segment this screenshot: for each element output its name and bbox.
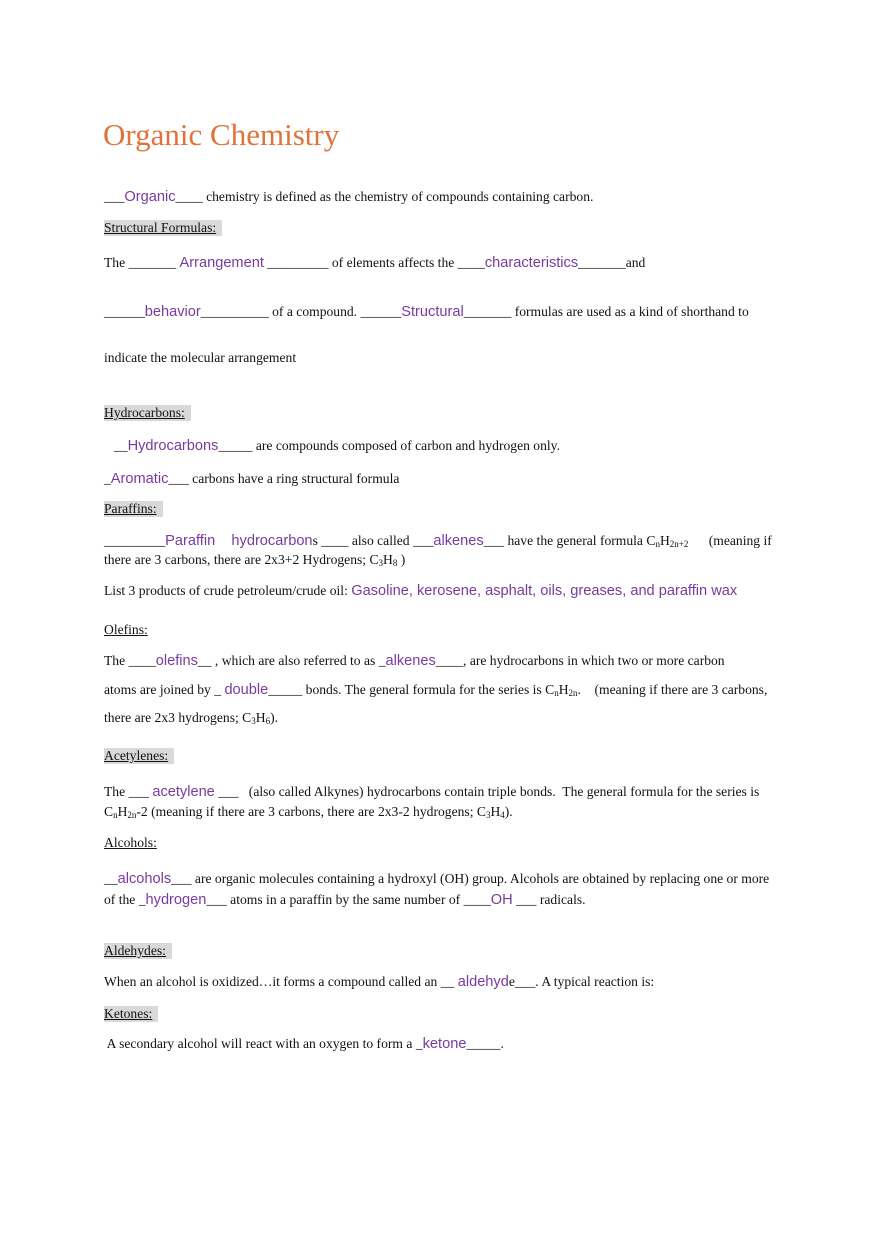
blank: ___: [104, 189, 125, 204]
alcohols-line-1: [104, 871, 769, 887]
olefins-line-3: [104, 710, 278, 726]
text: H: [659, 533, 670, 548]
answer-alkenes: alkenes: [433, 533, 484, 549]
subscript: n: [113, 810, 118, 820]
subscript: n: [655, 539, 660, 549]
answer-ketone: ketone: [422, 1036, 467, 1052]
answer-acetylene: acetylene: [152, 784, 215, 800]
subscript: 3: [485, 810, 491, 820]
paraffins-line-3: [104, 583, 737, 599]
text: atoms are joined by _: [104, 682, 225, 697]
answer-alcohols: alcohols: [117, 871, 172, 887]
text: __ , which are also referred to as _: [197, 653, 386, 668]
text: ).: [504, 804, 513, 819]
answer-structural: Structural: [401, 304, 464, 320]
text: _________ of elements affects the ____: [263, 255, 485, 270]
text: ___ are organic molecules containing a hydroxyl (OH) group. Alcohols are obtained by replacing one or more: [171, 871, 770, 886]
text: _______ formulas are used as a kind of shorthand to: [463, 304, 749, 319]
acetylenes-line-1: [104, 784, 759, 800]
heading-acetylenes: Acetylenes:: [104, 748, 174, 764]
text: ______: [104, 304, 145, 319]
text: _________: [104, 533, 166, 548]
text: __: [104, 871, 118, 886]
paraffins-line-1: [104, 533, 772, 549]
olefins-line-2: [104, 682, 767, 698]
answer-hydrocarbons: Hydrocarbons: [127, 438, 219, 454]
text: A secondary alcohol will react with an oxygen to form a _: [104, 1036, 423, 1051]
aldehydes-line-1: [104, 974, 654, 990]
text: H: [255, 710, 266, 725]
text: ___ (also called Alkynes) hydrocarbons contain triple bonds. The general formula for the series is: [214, 784, 760, 799]
heading-alcohols: Alcohols:: [104, 835, 157, 850]
text: -2 (meaning if there are 3 carbons, there are 2x3-2 hydrogens; C: [136, 804, 486, 819]
answer-arrangement: Arrangement: [179, 255, 264, 271]
answer-oh: OH: [490, 892, 513, 908]
text: _____.: [466, 1036, 504, 1051]
text: s ____ also called ___: [312, 533, 434, 548]
text: _: [104, 471, 111, 486]
answer-olefins: olefins: [155, 653, 198, 669]
subscript: n: [554, 688, 559, 698]
structural-line-2: [104, 304, 749, 320]
text: ___ atoms in a paraffin by the same number of ____: [206, 892, 491, 907]
text: ____, are hydrocarbons in which two or more carbon: [435, 653, 725, 668]
text: H: [490, 804, 501, 819]
structural-line-3: indicate the molecular arrangement: [104, 350, 297, 365]
hydrocarbons-line-2: [104, 471, 399, 487]
answer-behavior: behavior: [144, 304, 201, 320]
text: H: [558, 682, 569, 697]
answer-paraffin-hydrocarbon: Paraffin hydrocarbon: [165, 533, 313, 549]
answer-double: double: [224, 682, 269, 698]
text: ): [397, 552, 406, 567]
text: ___ radicals.: [512, 892, 586, 907]
text: e___. A typical reaction is:: [508, 974, 655, 989]
alcohols-line-2: [104, 892, 586, 908]
text: _______and: [578, 255, 646, 270]
heading-hydrocarbons: Hydrocarbons:: [104, 405, 191, 421]
answer-characteristics: characteristics: [484, 255, 579, 271]
hydrocarbons-line-1: [114, 438, 560, 454]
subscript: 3: [378, 558, 384, 568]
text: C: [104, 804, 114, 819]
subscript: 8: [392, 558, 398, 568]
intro-line: [104, 189, 593, 205]
heading-aldehydes: Aldehydes:: [104, 943, 172, 959]
text: List 3 products of crude petroleum/crude oil:: [104, 583, 352, 598]
text: The _______: [104, 255, 180, 270]
text: _____ are compounds composed of carbon and hydrogen only.: [218, 438, 560, 453]
text: The ___: [104, 784, 153, 799]
text: H: [117, 804, 128, 819]
text: __________ of a compound. ______: [200, 304, 402, 319]
subscript: 2n+2: [669, 539, 689, 549]
subscript: 6: [265, 716, 271, 726]
text: When an alcohol is oxidized…it forms a compound called an __: [104, 974, 458, 989]
text: ____ chemistry is defined as the chemistry of compounds containing carbon.: [175, 189, 594, 204]
answer-organic: Organic: [124, 189, 176, 205]
answer-aldehyde: aldehyd: [457, 974, 509, 990]
page-title: Organic Chemistry: [103, 117, 340, 152]
heading-olefins: Olefins:: [104, 622, 148, 637]
subscript: 3: [251, 716, 256, 726]
text: __: [114, 438, 128, 453]
text: ___ carbons have a ring structural formula: [168, 471, 400, 486]
subscript: 2n: [127, 810, 137, 820]
text: there are 3 carbons, there are 2x3+2 Hydrogens; C: [104, 552, 379, 567]
text: H: [383, 552, 393, 567]
text: of the _: [104, 892, 146, 907]
text: there are 2x3 hydrogens; C: [104, 710, 252, 725]
answer-aromatic: Aromatic: [110, 471, 169, 487]
acetylenes-line-2: [104, 804, 513, 820]
text: (meaning if: [688, 533, 772, 548]
olefins-line-1: [104, 653, 725, 669]
text: ___ have the general formula C: [483, 533, 656, 548]
answer-crude-products: Gasoline, kerosene, asphalt, oils, greases, and paraffin wax: [351, 583, 738, 599]
structural-line-1: [104, 255, 645, 271]
text: ).: [270, 710, 278, 725]
heading-structural-formulas: Structural Formulas:: [104, 220, 222, 236]
text: _____ bonds. The general formula for the series is C: [268, 682, 555, 697]
ketones-line-1: [104, 1036, 504, 1052]
heading-ketones: Ketones:: [104, 1006, 158, 1022]
heading-paraffins: Paraffins:: [104, 501, 163, 517]
subscript: 2n: [568, 688, 578, 698]
paraffins-line-2: [104, 552, 405, 568]
text: . (meaning if there are 3 carbons,: [577, 682, 768, 697]
text: The ____: [104, 653, 156, 668]
answer-alkenes-2: alkenes: [385, 653, 436, 669]
answer-hydrogen: hydrogen: [145, 892, 207, 908]
subscript: 4: [500, 810, 505, 820]
